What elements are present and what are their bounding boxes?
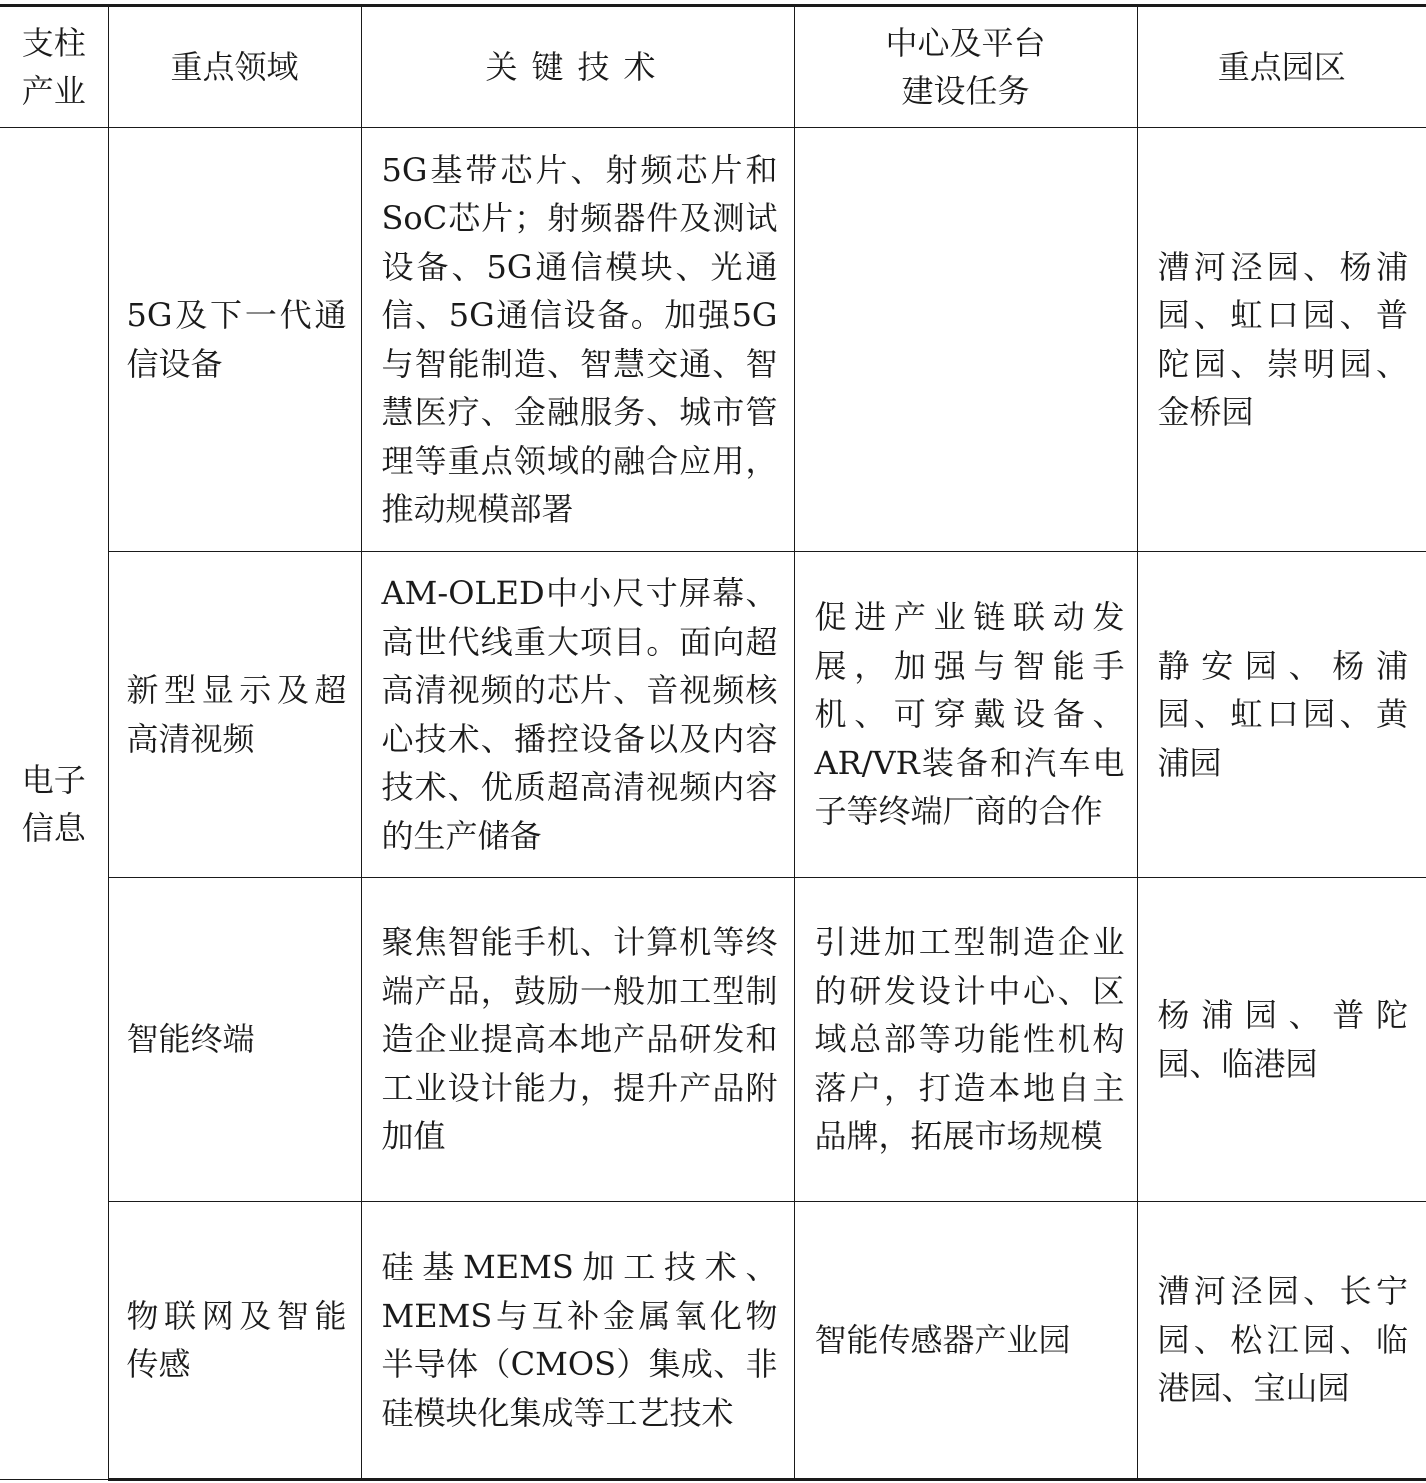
center-cell — [794, 128, 1137, 552]
parks-cell — [1137, 878, 1426, 1202]
tech-cell — [361, 878, 794, 1202]
center-text: 引进加工型制造企业的研发设计中心、区域总部等功能性机构落户，打造本地自主品牌，拓展市场规模 — [814, 923, 1125, 1156]
center-cell — [794, 1202, 1137, 1480]
tech-text: 硅基MEMS加工技术、MEMS与互补金属氧化物半导体（CMOS）集成、非硅模块化集成等工艺技术 — [381, 1248, 778, 1432]
table-row — [0, 878, 1426, 1202]
area-text: 5G及下一代通信设备 — [126, 296, 347, 383]
parks-text: 静安园、杨浦园、虹口园、黄浦园 — [1157, 646, 1408, 782]
tech-cell — [361, 128, 794, 552]
area-cell — [108, 552, 361, 878]
pillar-label: 电子信息 — [21, 760, 86, 847]
header-tech — [361, 6, 794, 128]
parks-cell — [1137, 128, 1426, 552]
header-parks-label: 重点园区 — [1217, 48, 1346, 86]
header-parks — [1137, 6, 1426, 128]
header-area-label: 重点领域 — [170, 48, 299, 86]
center-cell — [794, 552, 1137, 878]
parks-text: 杨浦园、普陀园、临港园 — [1157, 996, 1408, 1083]
table-row — [0, 1202, 1426, 1480]
header-center — [794, 6, 1137, 128]
area-text: 智能终端 — [126, 1020, 255, 1059]
header-center-label: 中心及平台建设任务 — [885, 24, 1046, 110]
header-area — [108, 6, 361, 128]
pillar-cell — [0, 128, 108, 1480]
header-pillar-label: 支柱产业 — [21, 24, 86, 110]
parks-text: 漕河泾园、杨浦园、虹口园、普陀园、崇明园、金桥园 — [1157, 247, 1408, 431]
area-cell — [108, 878, 361, 1202]
parks-cell — [1137, 552, 1426, 878]
table-row — [0, 128, 1426, 552]
center-text: 智能传感器产业园 — [814, 1320, 1071, 1359]
tech-text: 聚焦智能手机、计算机等终端产品，鼓励一般加工型制造企业提高本地产品研发和工业设计能力，提升产品附加值 — [381, 923, 778, 1156]
center-text: 促进产业链联动发展，加强与智能手机、可穿戴设备、AR/VR装备和汽车电子等终端厂商的合作 — [814, 598, 1125, 831]
tech-text: AM-OLED中小尺寸屏幕、高世代线重大项目。面向超高清视频的芯片、音视频核心技术、播控设备以及内容技术、优质超高清视频内容的生产储备 — [381, 574, 778, 855]
area-text: 物联网及智能传感 — [126, 1296, 347, 1383]
industry-table — [0, 4, 1426, 1481]
header-pillar — [0, 6, 108, 128]
table-header-row — [0, 6, 1426, 128]
parks-text: 漕河泾园、长宁园、松江园、临港园、宝山园 — [1157, 1272, 1408, 1408]
tech-cell — [361, 1202, 794, 1480]
area-text: 新型显示及超高清视频 — [126, 671, 347, 758]
center-cell — [794, 878, 1137, 1202]
table-row — [0, 552, 1426, 878]
parks-cell — [1137, 1202, 1426, 1480]
tech-text: 5G基带芯片、射频芯片和SoC芯片；射频器件及测试设备、5G通信模块、光通信、5G通信设备。加强5G与智能制造、智慧交通、智慧医疗、金融服务、城市管理等重点领域的融合应用，推动规模部署 — [381, 150, 778, 528]
area-cell — [108, 1202, 361, 1480]
tech-cell — [361, 552, 794, 878]
area-cell — [108, 128, 361, 552]
header-tech-label: 关键技术 — [485, 48, 670, 86]
